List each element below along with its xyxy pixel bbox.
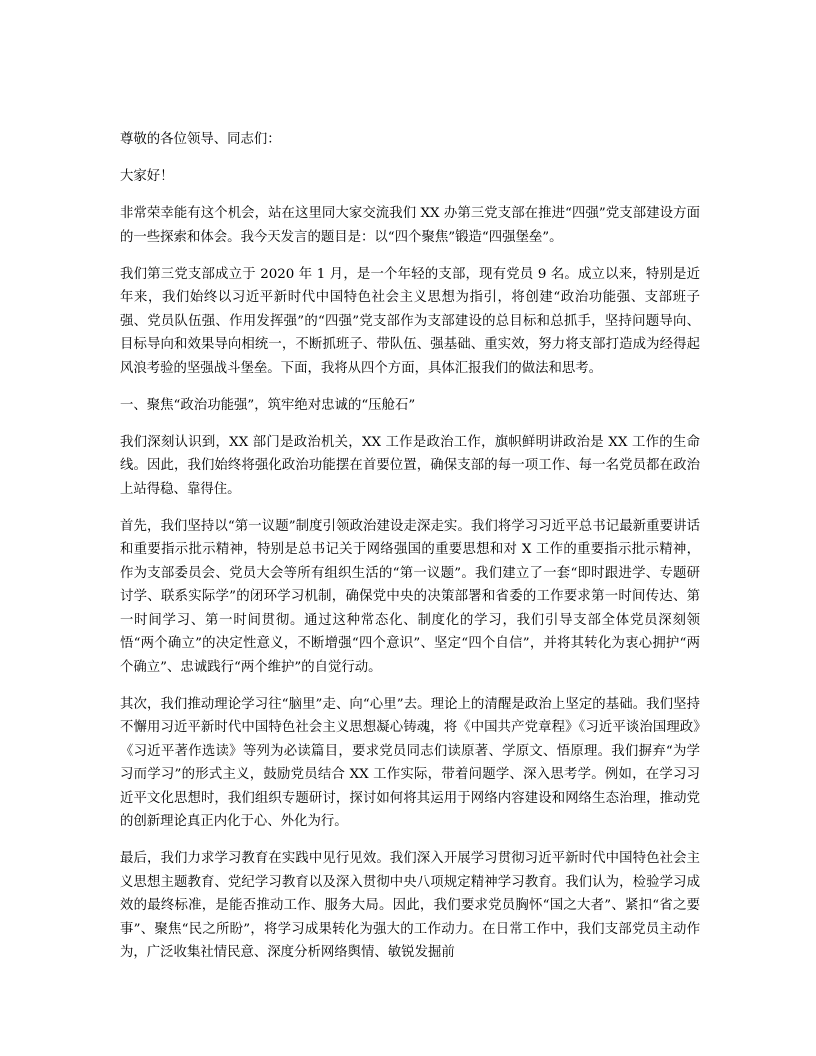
intro-paragraph: 非常荣幸能有这个机会，站在这里同大家交流我们 XX 办第三党支部在推进“四强”党支部建设方面的一些探索和体会。我今天发言的题目是：以“四个聚焦”锻造“四强堡垒”。: [120, 206, 700, 245]
branch-overview-paragraph: 我们第三党支部成立于 2020 年 1 月，是一个年轻的支部，现有党员 9 名。成立以来，特别是近年来，我们始终以习近平新时代中国特色社会主义思想为指引，将创建“政治功能强、支部班子强、党员队伍强、作用发挥强”的“四强”党支部作为支部建设的总目标和总抓手，坚持问题导向、目标导向和效果导向相统一，不断抓班子、带队伍、强基础、重实效，努力将支部打造成为经得起风浪考验的坚强战斗堡垒。下面，我将从四个方面，具体汇报我们的做法和思考。: [120, 266, 700, 376]
body-paragraph: 最后，我们力求学习教育在实践中见行见效。我们深入开展学习贯彻习近平新时代中国特色社会主义思想主题教育、党纪学习教育以及深入贯彻中央八项规定精神学习教育。我们认为，检验学习成效的最终标准，是能否推动工作、服务大局。因此，我们要求党员胸怀“国之大者”、紧扣“省之要事”、聚焦“民之所盼”，将学习成果转化为强大的工作动力。在日常工作中，我们支部党员主动作为，广泛收集社情民意、深度分析网络舆情、敏锐发掘前: [120, 851, 700, 960]
greeting: 大家好！: [120, 169, 174, 184]
body-paragraph: 首先，我们坚持以“第一议题”制度引领政治建设走深走实。我们将学习习近平总书记最新重要讲话和重要指示批示精神，特别是总书记关于网络强国的重要思想和对 X 工作的重要指示批示精神，作为支部委员会、党员大会等所有组织生活的“第一议题”。我们建立了一套“即时跟进学、专题研讨学、联系实际学”的闭环学习机制，确保党中央的决策部署和省委的工作要求第一时间传达、第一时间学习、第一时间贯彻。通过这种常态化、制度化的学习，我们引导支部全体党员深刻领悟“两个确立”的决定性意义，不断增强“四个意识”、坚定“四个自信”，并将其转化为衷心拥护“两个确立”、忠诚践行“两个维护”的自觉行动。: [120, 518, 700, 675]
section-heading-1: 一、聚焦“政治功能强”，筑牢绝对忠诚的“压舱石”: [120, 397, 416, 413]
document-page: [120, 128, 700, 978]
body-paragraph: 我们深刻认识到，XX 部门是政治机关，XX 工作是政治工作，旗帜鲜明讲政治是 XX 工作的生命线。因此，我们始终将强化政治功能摆在首要位置，确保支部的每一项工作、每一名党员都在政治上站得稳、靠得住。: [120, 434, 700, 497]
body-paragraph: 其次，我们推动理论学习往“脑里”走、向“心里”去。理论上的清醒是政治上坚定的基础。我们坚持不懈用习近平新时代中国特色社会主义思想凝心铸魂，将《中国共产党章程》《习近平谈治国理政》《习近平著作选读》等列为必读篇目，要求党员同志们读原著、学原文、悟原理。我们摒弃“为学习而学习”的形式主义，鼓励党员结合 XX 工作实际，带着问题学、深入思考学。例如，在学习习近平文化思想时，我们组织专题研讨，探讨如何将其运用于网络内容建设和网络生态治理，推动党的创新理论真正内化于心、外化为行。: [120, 696, 700, 829]
salutation: 尊敬的各位领导、同志们：: [120, 132, 281, 147]
